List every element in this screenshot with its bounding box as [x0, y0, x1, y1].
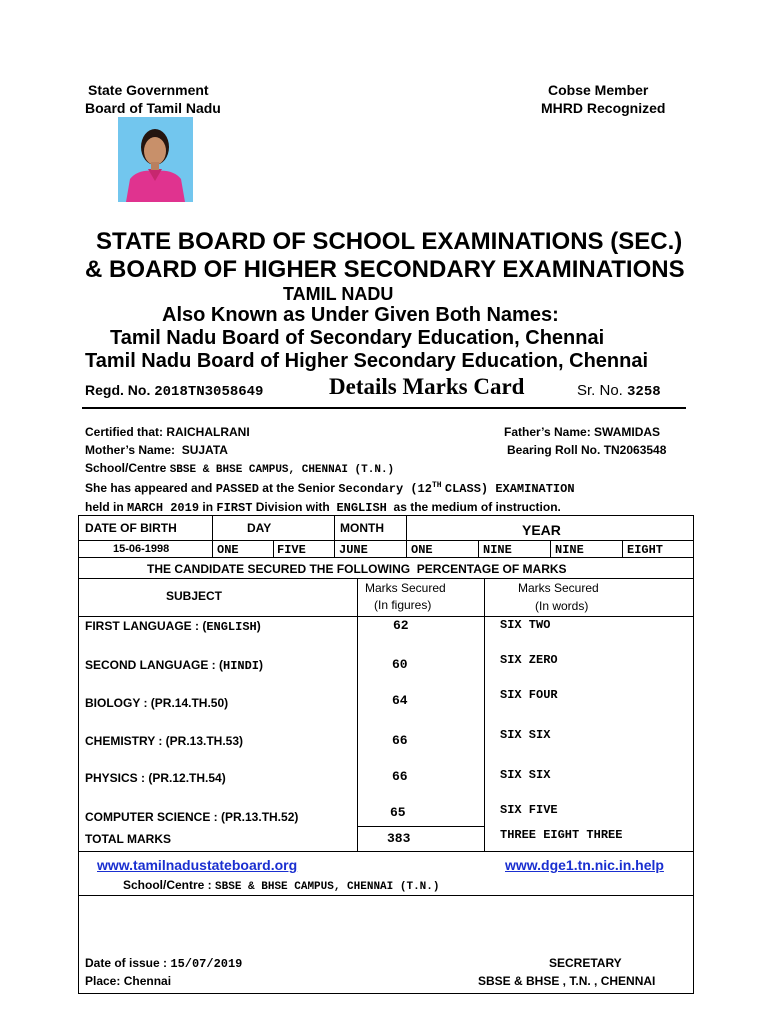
subject-name: FIRST LANGUAGE : ( [85, 619, 207, 633]
certified-line [85, 425, 250, 439]
appeared-text: She has appeared and [85, 481, 213, 495]
title-line1: STATE BOARD OF SCHOOL EXAMINATIONS (SEC.) [96, 228, 683, 255]
dob-col-line [550, 540, 551, 557]
place-line [85, 974, 171, 988]
col-words-line1: Marks Secured [518, 581, 599, 595]
header-divider [82, 407, 686, 409]
sr-value: 3258 [627, 384, 661, 400]
passed-word: PASSED [215, 482, 259, 496]
candidate-name: RAICHALRANI [166, 425, 250, 439]
regd-line [85, 382, 263, 400]
marks-words: SIX SIX [500, 768, 551, 782]
footer-school: SBSE & BHSE CAMPUS, CHENNAI (T.N.) [215, 881, 440, 893]
marks-caption: THE CANDIDATE SECURED THE FOLLOWING PERCENTAGE OF MARKS [147, 562, 567, 576]
table-bottom-divider [78, 851, 693, 852]
title-line3: TAMIL NADU [283, 284, 394, 304]
place: Chennai [123, 974, 172, 988]
marks-words: SIX FOUR [500, 688, 558, 702]
dob-col-line [212, 515, 213, 557]
dob-col-line [622, 540, 623, 557]
school-line [85, 461, 394, 476]
subject-close: ) [259, 658, 264, 672]
marks-figure: 62 [393, 618, 409, 633]
secondary-text: Secondary (12 [338, 482, 432, 496]
header-row-divider [78, 616, 693, 617]
website-link-left[interactable]: www.tamilnadustateboard.org [97, 857, 298, 873]
col-subject: SUBJECT [166, 589, 223, 603]
subject-row [85, 619, 261, 634]
medium: ENGLISH [336, 501, 387, 515]
mother-name: SUJATA [181, 443, 228, 457]
th-superscript: TH [431, 481, 442, 490]
roll-label: Bearing Roll No. [507, 443, 601, 457]
total-divider [357, 826, 484, 827]
col-words-line2: (In words) [535, 599, 589, 613]
father-line [504, 425, 660, 439]
subject-row: BIOLOGY : (PR.14.TH.50) [85, 696, 229, 710]
father-name: SWAMIDAS [594, 425, 661, 439]
dob-year-word: NINE [555, 543, 584, 557]
sr-line [577, 382, 661, 400]
title-line4: Also Known as Under Given Both Names: [162, 304, 559, 326]
header-left-line1: State Government [88, 82, 209, 98]
regd-label: Regd. No. [85, 382, 151, 398]
dob-col-line [478, 540, 479, 557]
footer-school-line [123, 878, 439, 893]
dob-year-word: EIGHT [627, 543, 664, 557]
dob-year-word: ONE [411, 543, 433, 557]
school-label: School/Centre [85, 461, 167, 475]
sr-label: Sr. No. [577, 382, 623, 399]
marks-words: SIX TWO [500, 618, 551, 632]
division: FIRST [216, 501, 253, 515]
dob-year-word: NINE [483, 543, 512, 557]
class-exam-text: CLASS) EXAMINATION [444, 482, 575, 496]
place-label: Place: [85, 974, 121, 988]
subject-name: SECOND LANGUAGE : ( [85, 658, 223, 672]
school-name: SBSE & BHSE CAMPUS, CHENNAI (T.N.) [169, 464, 395, 476]
marks-words: SIX FIVE [500, 803, 558, 817]
issue-date: 15/07/2019 [170, 957, 243, 971]
held-in-text: held in [85, 500, 124, 514]
footer-divider [78, 895, 693, 896]
title-line2: & BOARD OF HIGHER SECONDARY EXAMINATIONS [85, 256, 685, 283]
title-line5: Tamil Nadu Board of Secondary Education, Chennai [110, 327, 605, 349]
roll-line [507, 443, 666, 457]
roll-number: TN2063548 [603, 443, 667, 457]
dob-year-label: YEAR [522, 522, 561, 538]
subject-row [85, 658, 263, 673]
marks-figure: 64 [392, 693, 408, 708]
dob-divider-2 [78, 557, 693, 558]
marks-figure: 65 [390, 805, 406, 820]
marks-figure: 66 [392, 733, 408, 748]
appeared-line [85, 481, 575, 496]
mother-label: Mother’s Name: [85, 443, 176, 457]
dob-col-line [406, 515, 407, 557]
division-with: Division with [255, 500, 330, 514]
col-fig-line2: (In figures) [374, 598, 432, 612]
subject-row: COMPUTER SCIENCE : (PR.13.TH.52) [85, 810, 299, 824]
fig-col-line [357, 578, 358, 851]
header-right-line1: Cobse Member [548, 82, 649, 98]
marks-words: SIX ZERO [500, 653, 558, 667]
dob-label: DATE OF BIRTH [85, 521, 177, 535]
regd-value: 2018TN3058649 [154, 384, 264, 400]
dob-month-word: JUNE [339, 543, 368, 557]
subject-lang: HINDI [223, 659, 260, 673]
dob-col-line [334, 515, 335, 557]
dob-col-line [273, 540, 274, 557]
secretary-org: SBSE & BHSE , T.N. , CHENNAI [478, 974, 656, 988]
certified-label: Certified that: [85, 425, 163, 439]
held-line [85, 500, 561, 515]
dob-day-label: DAY [247, 521, 272, 535]
in-word: in [202, 500, 214, 514]
caption-divider [78, 578, 693, 579]
father-label: Father’s Name: [504, 425, 591, 439]
mother-line [85, 443, 228, 457]
total-label: TOTAL MARKS [85, 832, 171, 846]
appeared-text-b: at the Senior [262, 481, 335, 495]
total-words: THREE EIGHT THREE [500, 828, 623, 842]
medium-tail: as the medium of instruction. [393, 500, 561, 514]
subject-close: ) [256, 619, 261, 633]
website-link-right[interactable]: www.dge1.tn.nic.in.help [505, 857, 664, 873]
dob-month-label: MONTH [340, 521, 384, 535]
total-figure: 383 [387, 831, 411, 846]
subject-row: PHYSICS : (PR.12.TH.54) [85, 771, 226, 785]
title-line6: Tamil Nadu Board of Higher Secondary Education, Chennai [85, 350, 649, 372]
words-col-line [484, 578, 485, 851]
header-left-line2: Board of Tamil Nadu [85, 100, 221, 116]
dob-day-word: FIVE [277, 543, 306, 557]
exam-date: MARCH 2019 [127, 501, 200, 515]
subject-row: CHEMISTRY : (PR.13.TH.53) [85, 734, 244, 748]
header-right-line2: MHRD Recognized [541, 100, 666, 116]
footer-school-label: School/Centre : [123, 878, 212, 892]
issue-label: Date of issue : [85, 956, 168, 970]
dob-date: 15-06-1998 [113, 543, 170, 555]
col-fig-line1: Marks Secured [365, 581, 446, 595]
marks-words: SIX SIX [500, 728, 551, 742]
candidate-photo [118, 117, 193, 202]
marks-figure: 66 [392, 769, 408, 784]
issue-line [85, 956, 242, 971]
card-title: Details Marks Card [329, 374, 525, 399]
subject-lang: ENGLISH [206, 620, 257, 634]
dob-day-word: ONE [217, 543, 239, 557]
dob-divider [78, 540, 693, 541]
marks-figure: 60 [392, 657, 408, 672]
secretary-title: SECRETARY [549, 956, 622, 970]
